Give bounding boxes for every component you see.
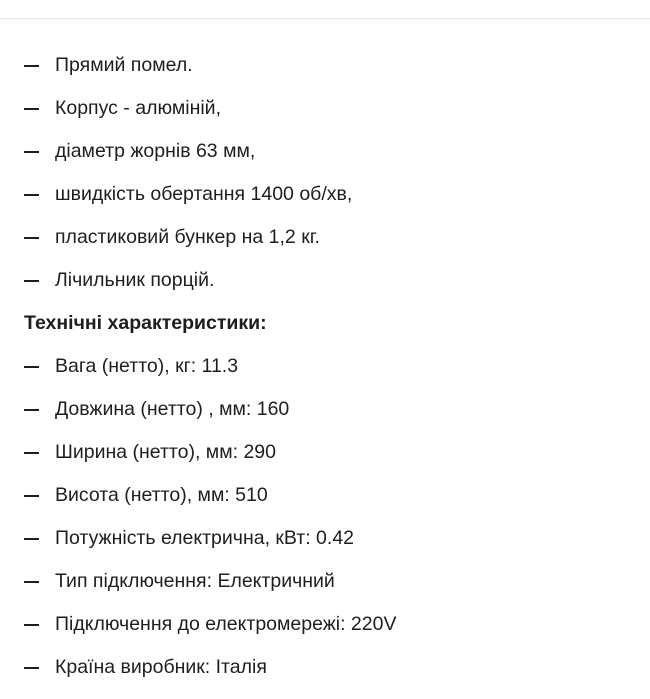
spec-item	[24, 517, 640, 560]
feature-item	[24, 44, 640, 87]
feature-text: діаметр жорнів 63 мм,	[55, 139, 256, 162]
dash-bullet	[24, 237, 39, 239]
spec-item	[24, 345, 640, 388]
feature-text: Лічильник порцій.	[55, 268, 215, 291]
dash-bullet	[24, 538, 39, 540]
feature-text: Прямий помел.	[55, 53, 193, 76]
spec-text: Ширина (нетто), мм: 290	[55, 440, 276, 463]
dash-bullet	[24, 151, 39, 153]
dash-bullet	[24, 581, 39, 583]
dash-bullet	[24, 65, 39, 67]
top-divider	[0, 18, 650, 19]
dash-bullet	[24, 495, 39, 497]
feature-item	[24, 259, 640, 302]
product-description	[24, 44, 640, 689]
spec-item	[24, 646, 640, 689]
spec-item	[24, 603, 640, 646]
feature-text: пластиковий бункер на 1,2 кг.	[55, 225, 320, 248]
feature-text: Корпус - алюміній,	[55, 96, 221, 119]
spec-item	[24, 560, 640, 603]
feature-item	[24, 216, 640, 259]
dash-bullet	[24, 108, 39, 110]
spec-text: Країна виробник: Італія	[55, 655, 267, 678]
dash-bullet	[24, 667, 39, 669]
dash-bullet	[24, 624, 39, 626]
dash-bullet	[24, 409, 39, 411]
spec-text: Підключення до електромережі: 220V	[55, 612, 397, 635]
feature-item	[24, 87, 640, 130]
feature-item	[24, 173, 640, 216]
dash-bullet	[24, 280, 39, 282]
spec-text: Висота (нетто), мм: 510	[55, 483, 268, 506]
spec-text: Потужність електрична, кВт: 0.42	[55, 526, 355, 549]
dash-bullet	[24, 366, 39, 368]
spec-text: Вага (нетто), кг: 11.3	[55, 354, 239, 377]
feature-text: швидкість обертання 1400 об/хв,	[55, 182, 353, 205]
spec-item	[24, 474, 640, 517]
spec-text: Тип підключення: Електричний	[55, 569, 335, 592]
spec-item	[24, 431, 640, 474]
spec-item	[24, 388, 640, 431]
dash-bullet	[24, 452, 39, 454]
dash-bullet	[24, 194, 39, 196]
feature-item	[24, 130, 640, 173]
specs-heading: Технічні характеристики:	[24, 311, 267, 334]
spec-text: Довжина (нетто) , мм: 160	[55, 397, 290, 420]
